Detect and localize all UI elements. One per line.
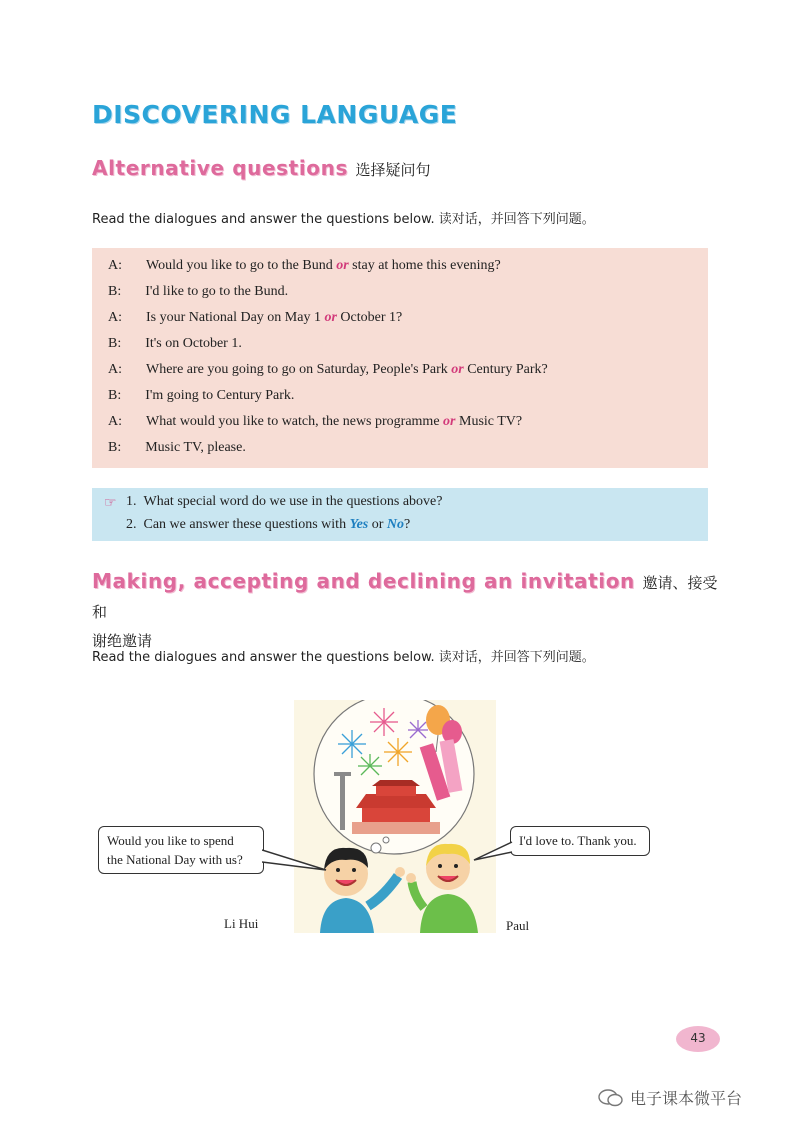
watermark — [598, 1086, 742, 1109]
dialogue-box — [92, 248, 708, 468]
gate-icon — [362, 808, 430, 822]
line-text: It's on October 1. — [145, 336, 242, 351]
question-number: 2. — [126, 517, 137, 532]
emphasis-word: or — [443, 414, 456, 429]
section-heading-cn: 邀请、接受和 — [92, 574, 718, 621]
speaker-label: B: — [108, 440, 122, 455]
emphasis-word: or — [324, 310, 337, 325]
question-box — [92, 488, 708, 541]
page-number: 43 — [690, 1031, 706, 1045]
dialogue-line — [108, 414, 522, 430]
line-text: Would you like to go to the Bund — [146, 258, 337, 273]
dialogue-line — [108, 388, 294, 404]
bubble-text: Would you like to spend — [107, 833, 234, 848]
question-number: 1. — [126, 494, 137, 509]
speech-bubble-left — [98, 826, 264, 874]
speech-bubble-right — [510, 826, 650, 856]
line-text: I'd like to go to the Bund. — [145, 284, 289, 299]
name-label-paul: Paul — [506, 918, 530, 933]
speaker-label: B: — [108, 336, 122, 351]
pointing-hand-icon: ☞ — [104, 495, 117, 511]
speaker-label: A: — [108, 362, 122, 377]
speaker-label: B: — [108, 388, 122, 403]
line-text: Century Park? — [463, 362, 548, 377]
page-title: DISCOVERING LANGUAGE — [92, 100, 458, 129]
question-text: or — [368, 517, 387, 532]
section-heading-text: Making, accepting and declining an invitation — [92, 569, 635, 593]
name-label-li-hui: Li Hui — [224, 916, 259, 931]
section-heading-alternative-questions — [92, 156, 431, 180]
emphasis-yes: Yes — [349, 517, 369, 532]
illustration-drawing — [294, 700, 496, 933]
emphasis-no: No — [386, 517, 405, 532]
line-text: October 1? — [336, 310, 403, 325]
dialogue-line — [108, 440, 246, 456]
question-2 — [126, 517, 410, 533]
section-heading-cn: 谢绝邀请 — [92, 632, 153, 650]
line-text: Where are you going to go on Saturday, People's Park — [146, 362, 452, 377]
wechat-icon — [598, 1088, 624, 1108]
section-heading-text: Alternative questions — [92, 156, 348, 180]
line-text: Music TV, please. — [145, 440, 246, 455]
line-text: Is your National Day on May 1 — [146, 310, 325, 325]
boy-shirt — [320, 898, 374, 933]
speaker-label: A: — [108, 310, 122, 325]
dialogue-line — [108, 310, 402, 326]
question-1 — [126, 494, 442, 510]
line-text: I'm going to Century Park. — [145, 388, 295, 403]
emphasis-word: or — [336, 258, 349, 273]
dialogue-line — [108, 336, 242, 352]
page-number-badge — [676, 1026, 720, 1052]
speaker-label: B: — [108, 284, 122, 299]
question-text: ? — [404, 517, 411, 532]
illustration — [294, 700, 496, 933]
bubble-text: I'd love to. Thank you. — [519, 833, 637, 848]
line-text: What would you like to watch, the news programme — [146, 414, 444, 429]
bubble-tail-left — [262, 846, 332, 876]
dialogue-line — [108, 258, 501, 274]
question-text: What special word do we use in the questions above? — [143, 494, 443, 509]
section-heading-invitation — [92, 568, 732, 655]
bubble-tail-right — [472, 838, 514, 864]
question-text: Can we answer these questions with — [143, 517, 350, 532]
speaker-label: A: — [108, 414, 122, 429]
instruction-text: Read the dialogues and answer the questions below. 读对话，并回答下列问题。 — [92, 650, 595, 665]
column-icon — [340, 774, 345, 830]
bubble-text: the National Day with us? — [107, 852, 243, 867]
instruction-text: Read the dialogues and answer the questions below. 读对话，并回答下列问题。 — [92, 212, 595, 227]
line-text: Music TV? — [455, 414, 523, 429]
line-text: stay at home this evening? — [348, 258, 501, 273]
dialogue-line — [108, 362, 548, 378]
section-heading-cn: 选择疑问句 — [355, 161, 431, 179]
speaker-label: A: — [108, 258, 122, 273]
paul-shirt — [420, 894, 478, 933]
watermark-text: 电子课本微平台 — [630, 1089, 743, 1108]
dialogue-line — [108, 284, 288, 300]
emphasis-word: or — [451, 362, 464, 377]
